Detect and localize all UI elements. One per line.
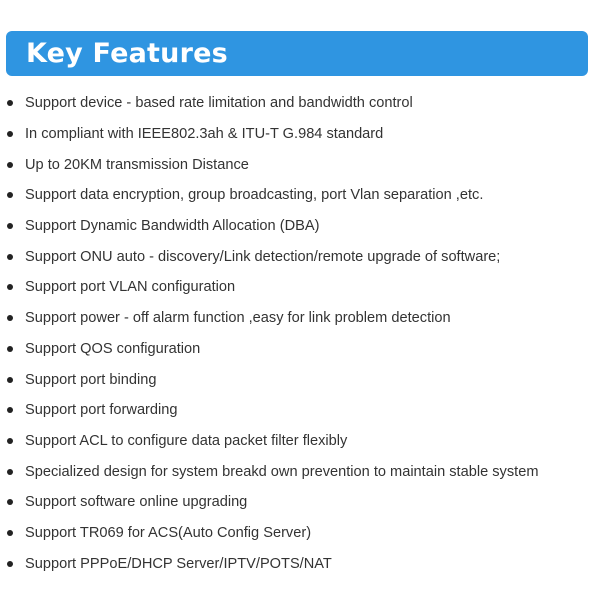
- list-item: [0, 241, 600, 272]
- feature-text: Specialized design for system breakd own prevention to maintain stable system: [25, 463, 539, 480]
- list-item: [0, 272, 600, 303]
- list-item: [0, 180, 600, 211]
- bullet-icon: [7, 223, 13, 229]
- bullet-icon: [7, 469, 13, 475]
- list-item: [0, 456, 600, 487]
- list-item: [0, 119, 600, 150]
- bullet-icon: [7, 346, 13, 352]
- feature-text: Support device - based rate limitation and bandwidth control: [25, 95, 413, 112]
- bullet-icon: [7, 131, 13, 137]
- feature-text: Support QOS configuration: [25, 340, 201, 357]
- list-item: [0, 364, 600, 395]
- feature-text: Support power - off alarm function ,easy for link problem detection: [25, 310, 451, 327]
- feature-text: Support port binding: [25, 371, 157, 388]
- feature-text: Up to 20KM transmission Distance: [25, 156, 249, 173]
- list-item: [0, 303, 600, 334]
- key-features-header: [6, 31, 588, 76]
- bullet-icon: [7, 254, 13, 260]
- feature-text: Support software online upgrading: [25, 494, 248, 511]
- bullet-icon: [7, 530, 13, 536]
- bullet-icon: [7, 192, 13, 198]
- bullet-icon: [7, 438, 13, 444]
- feature-text: Support port VLAN configuration: [25, 279, 236, 296]
- feature-text: In compliant with IEEE802.3ah & ITU-T G.984 standard: [25, 126, 384, 143]
- list-item: [0, 88, 600, 119]
- feature-text: Support ONU auto - discovery/Link detection/remote upgrade of software;: [25, 248, 501, 265]
- list-item: [0, 426, 600, 457]
- list-item: [0, 334, 600, 365]
- bullet-icon: [7, 377, 13, 383]
- feature-list: [0, 88, 600, 579]
- bullet-icon: [7, 561, 13, 567]
- feature-text: Support PPPoE/DHCP Server/IPTV/POTS/NAT: [25, 555, 332, 572]
- list-item: [0, 211, 600, 242]
- list-item: [0, 487, 600, 518]
- bullet-icon: [7, 162, 13, 168]
- list-item: [0, 548, 600, 579]
- bullet-icon: [7, 499, 13, 505]
- feature-text: Support ACL to configure data packet filter flexibly: [25, 432, 348, 449]
- bullet-icon: [7, 407, 13, 413]
- bullet-icon: [7, 100, 13, 106]
- feature-text: Support TR069 for ACS(Auto Config Server): [25, 524, 312, 541]
- feature-text: Support port forwarding: [25, 402, 178, 419]
- list-item: [0, 518, 600, 549]
- feature-text: Support data encryption, group broadcasting, port Vlan separation ,etc.: [25, 187, 484, 204]
- bullet-icon: [7, 284, 13, 290]
- feature-text: Support Dynamic Bandwidth Allocation (DBA): [25, 218, 320, 235]
- bullet-icon: [7, 315, 13, 321]
- page-title: Key Features: [26, 38, 228, 69]
- list-item: [0, 149, 600, 180]
- list-item: [0, 395, 600, 426]
